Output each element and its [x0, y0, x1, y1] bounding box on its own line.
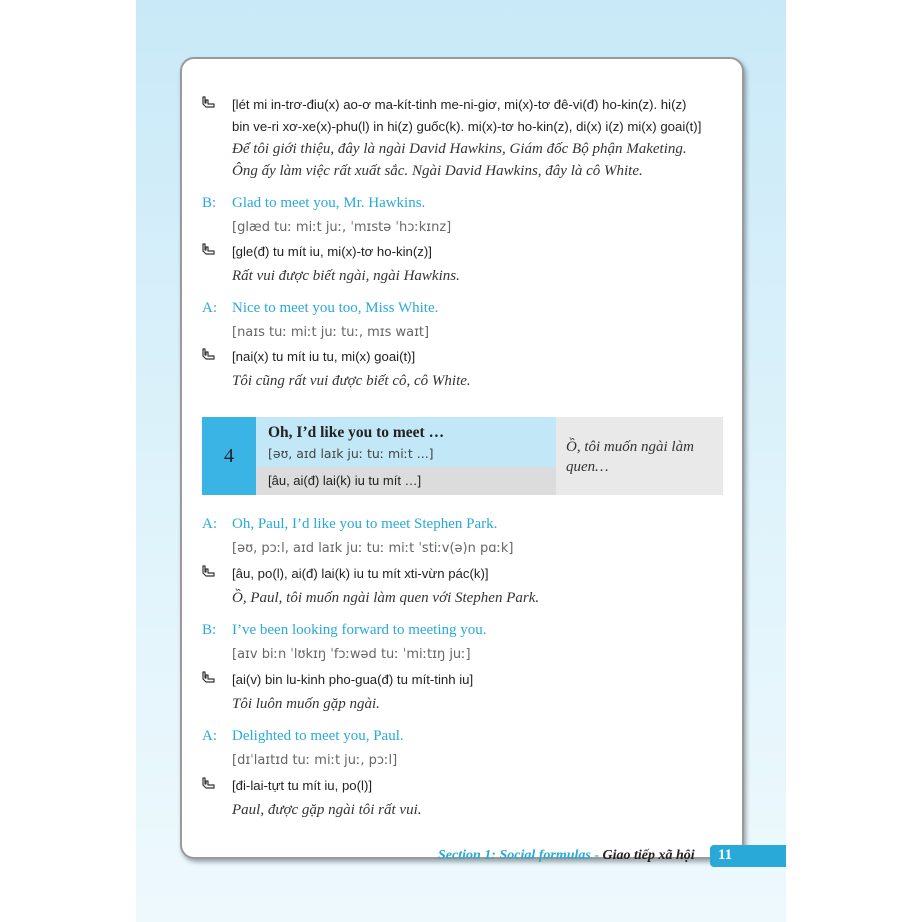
vietnamese-translation: Ồ, Paul, tôi muốn ngài làm quen với Stephen Park. [232, 590, 540, 606]
vietnamese-translation: Rất vui được biết ngài, ngài Hawkins. [232, 268, 460, 284]
ipa-transcription: [glæd tuː miːt juː, ˈmɪstə ˈhɔːkɪnz] [232, 220, 452, 235]
pronunciation-line: [âu, po(l), ai(đ) lai(k) iu tu mít xti-vừn pác(k)] [232, 566, 489, 581]
hand-pointing-icon [200, 670, 217, 687]
pronunciation-line: [gle(đ) tu mít iu, mi(x)-tơ ho-kin(z)] [232, 244, 432, 259]
page-number-tab [710, 845, 786, 867]
pronunciation-line: [lét mi in-trơ-điu(x) ao-ơ ma-kít-tinh me-ni-giơ, mi(x)-tơ đê-vi(đ) ho-kin(z). hi(z) [232, 97, 687, 112]
page-number: 11 [718, 847, 733, 863]
pronunciation-line: [nai(x) tu mít iu tu, mi(x) goai(t)] [232, 349, 416, 364]
speaker-label: B: [202, 195, 217, 211]
english-sentence: Delighted to meet you, Paul. [232, 728, 404, 744]
hand-pointing-icon [200, 95, 217, 112]
ipa-transcription: [naɪs tuː miːt juː tuː, mɪs waɪt] [232, 325, 430, 340]
pronunciation-line: bin ve-ri xơ-xe(x)-phu(l) in hi(z) guốc(k). mi(x)-tơ ho-kin(z), di(x) i(z) mi(x) goai(t)] [232, 119, 702, 134]
phrase-box [202, 417, 723, 495]
vietnamese-translation: Để tôi giới thiệu, đây là ngài David Hawkins, Giám đốc Bộ phận Maketing. [232, 141, 687, 157]
english-sentence: Glad to meet you, Mr. Hawkins. [232, 195, 426, 211]
english-sentence: Oh, Paul, I’d like you to meet Stephen Park. [232, 516, 498, 532]
phrase-header [256, 417, 556, 467]
phrase-translation: Ồ, tôi muốn ngài làm quen… [566, 439, 694, 475]
vietnamese-translation: Ông ấy làm việc rất xuất sắc. Ngài David Hawkins, đây là cô White. [232, 163, 643, 179]
ipa-transcription: [aɪv biːn ˈlʊkɪŋ ˈfɔːwəd tuː ˈmiːtɪŋ juː] [232, 647, 471, 662]
phrase-translation-box [556, 417, 723, 495]
speaker-label: B: [202, 622, 217, 638]
phrase-number: 4 [202, 417, 256, 495]
page-footer [438, 848, 695, 864]
vietnamese-translation: Tôi cũng rất vui được biết cô, cô White. [232, 373, 471, 389]
ipa-transcription: [əʊ, pɔːl, aɪd laɪk juː tuː miːt ˈstiːv(ə)n pɑːk] [232, 541, 514, 556]
phrase-pronunciation: [âu, ai(đ) lai(k) iu tu mít …] [268, 473, 422, 488]
vietnamese-translation: Tôi luôn muốn gặp ngài. [232, 696, 380, 712]
speaker-label: A: [202, 300, 217, 316]
page-content [180, 57, 744, 859]
vietnamese-translation: Paul, được gặp ngài tôi rất vui. [232, 802, 422, 818]
speaker-label: A: [202, 728, 217, 744]
phrase-title: Oh, I’d like you to meet … [268, 424, 445, 441]
phrase-pronunciation-bar [256, 467, 556, 495]
hand-pointing-icon [200, 347, 217, 364]
pronunciation-line: [đi-lai-tựt tu mít iu, po(l)] [232, 778, 373, 793]
hand-pointing-icon [200, 564, 217, 581]
pronunciation-line: [ai(v) bin lu-kinh pho-gua(đ) tu mít-tinh iu] [232, 672, 474, 687]
ipa-transcription: [dɪˈlaɪtɪd tuː miːt juː, pɔːl] [232, 753, 398, 768]
footer-section: Section 1: Social formulas [438, 848, 591, 863]
hand-pointing-icon [200, 242, 217, 259]
speaker-label: A: [202, 516, 217, 532]
footer-separator: - [590, 848, 603, 863]
footer-vietnamese: Giao tiếp xã hội [602, 848, 695, 863]
hand-pointing-icon [200, 776, 217, 793]
english-sentence: I’ve been looking forward to meeting you. [232, 622, 487, 638]
phrase-ipa: [əʊ, aɪd laɪk juː tuː miːt ...] [268, 446, 434, 461]
english-sentence: Nice to meet you too, Miss White. [232, 300, 439, 316]
